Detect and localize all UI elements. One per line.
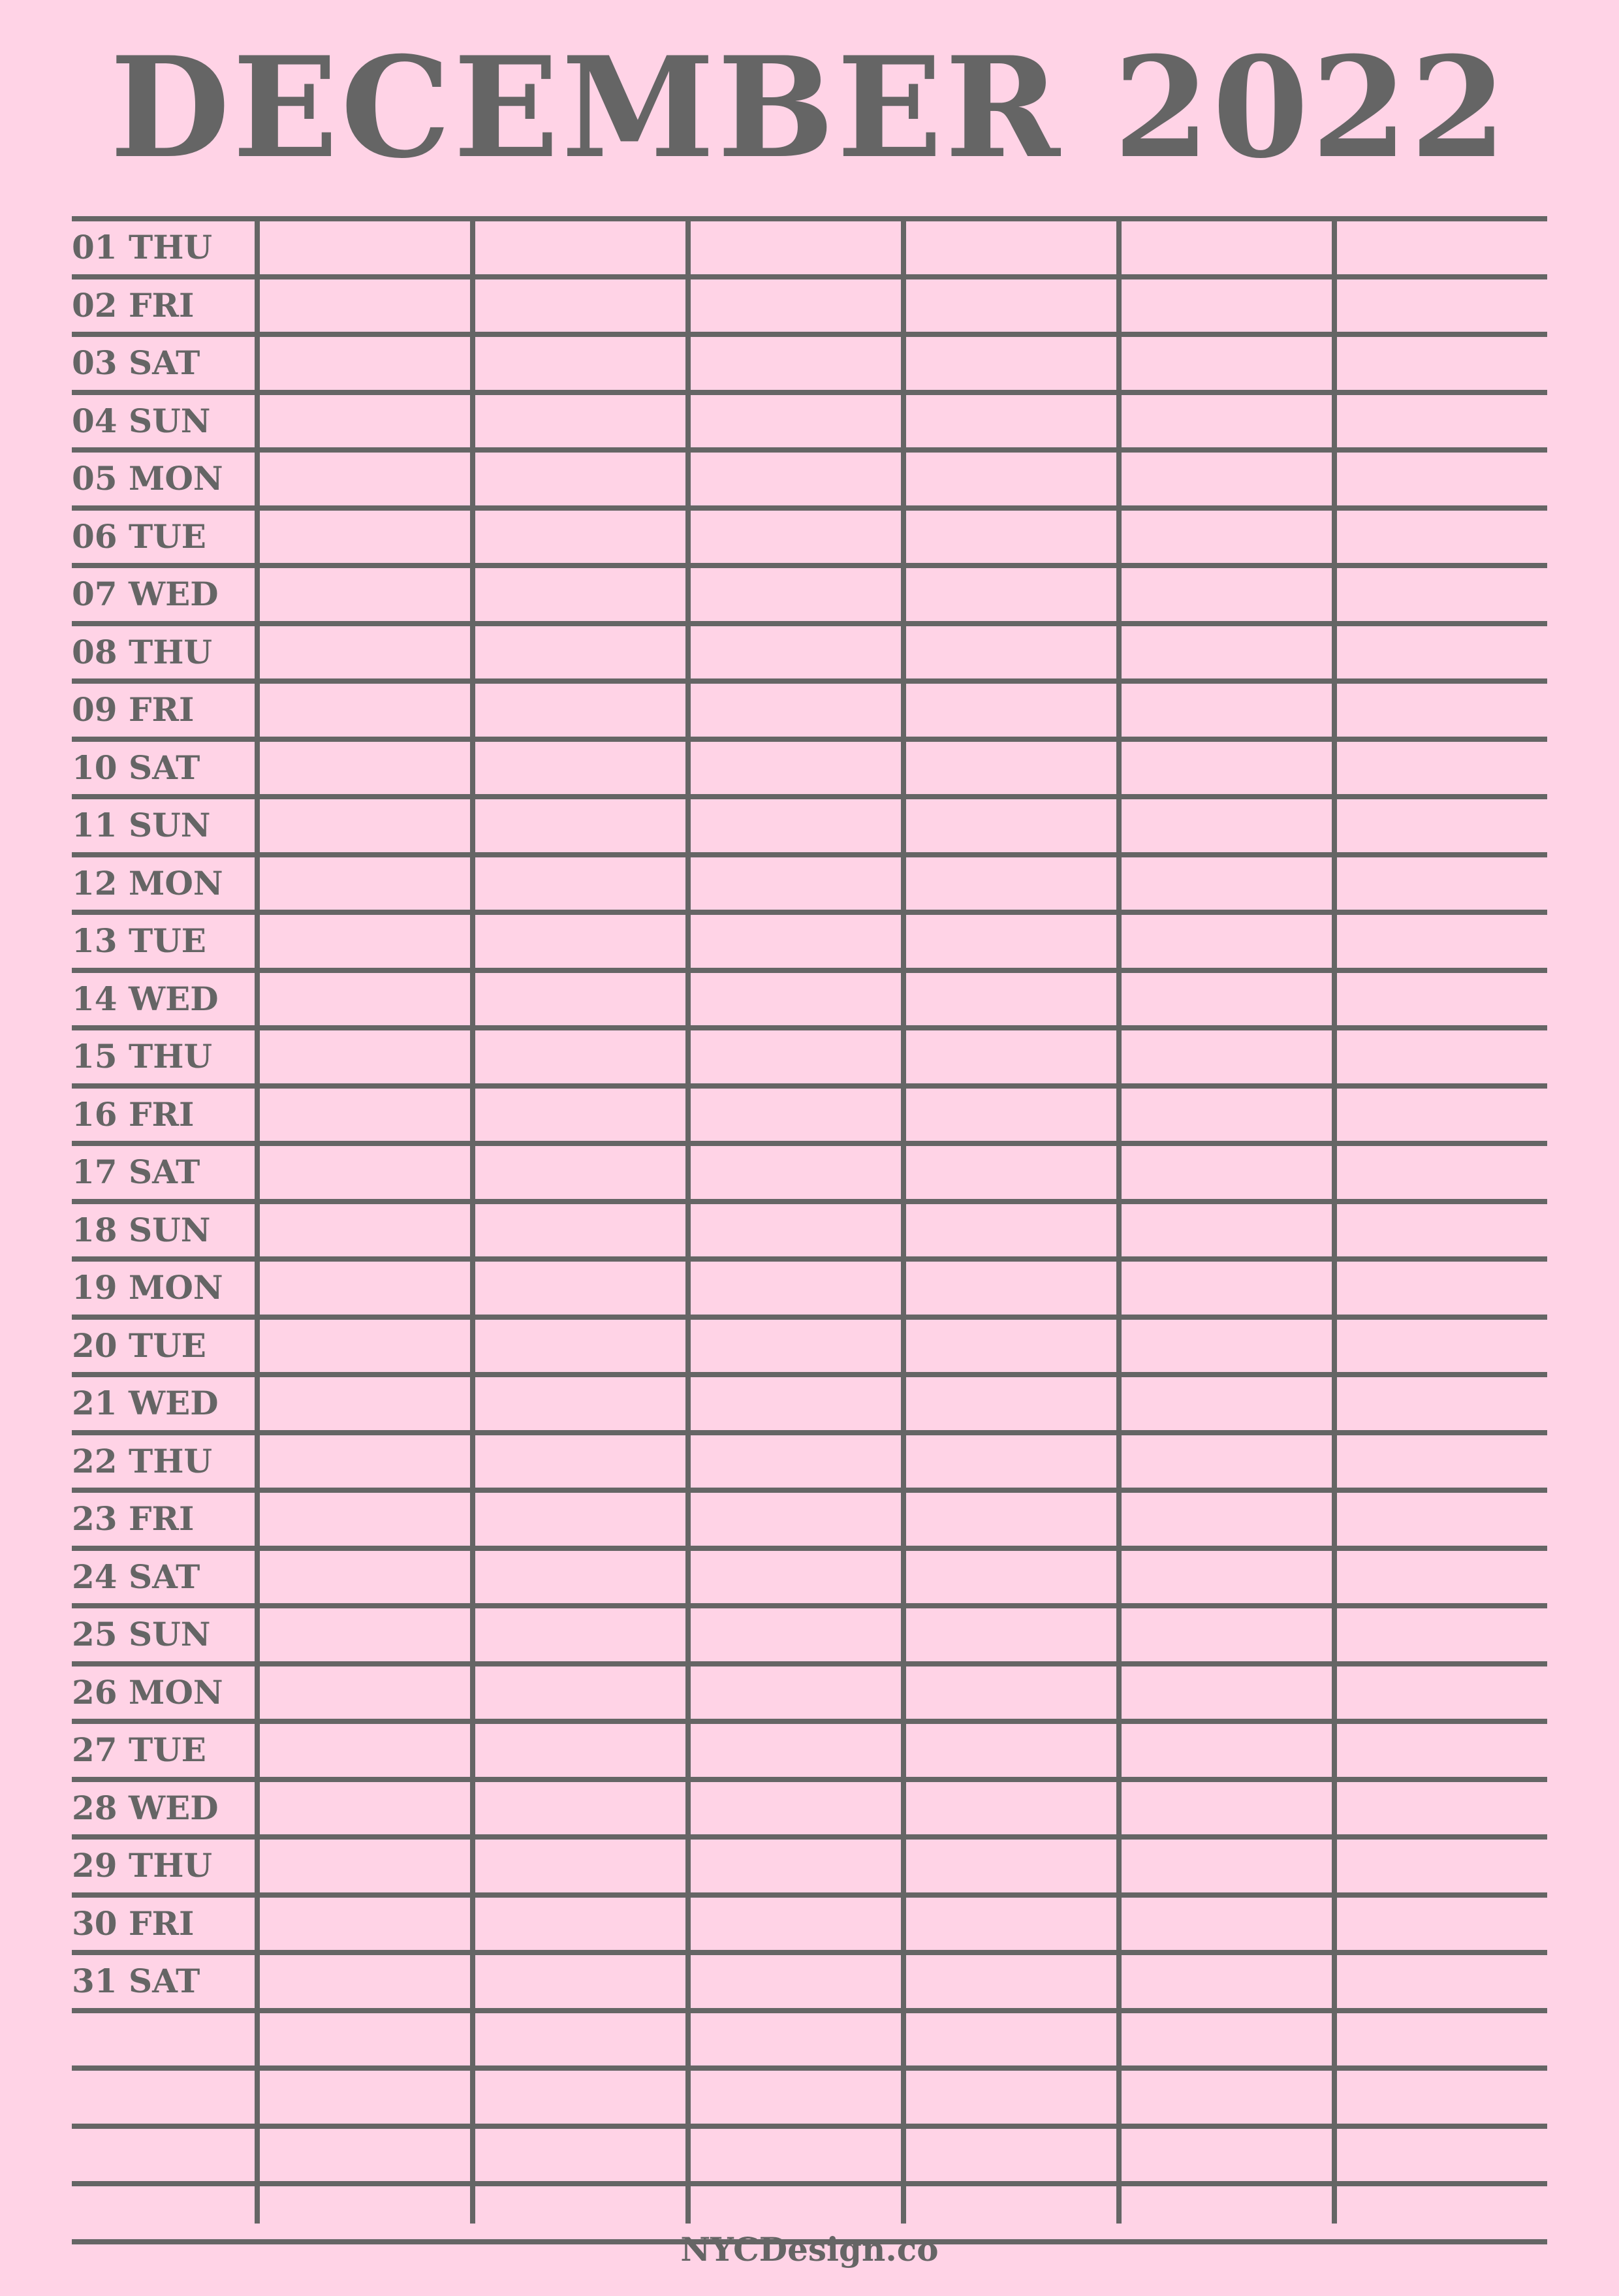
row-divider: [72, 1661, 1547, 1666]
day-label: 14 WED: [72, 980, 219, 1018]
row-divider: [72, 390, 1547, 395]
row-divider: [72, 968, 1547, 973]
day-label: 23 FRI: [72, 1499, 195, 1538]
row-divider: [72, 2065, 1547, 2071]
day-label: 06 TUE: [72, 517, 206, 556]
day-label: 31 SAT: [72, 1962, 200, 2000]
day-label: 19 MON: [72, 1268, 223, 1307]
row-divider: [72, 1834, 1547, 1840]
column-divider: [1332, 219, 1337, 2224]
footer-credit: NYCDesign.co: [680, 2230, 939, 2269]
day-label: 07 WED: [72, 575, 219, 613]
row-divider: [72, 332, 1547, 337]
day-label: 13 TUE: [72, 921, 206, 960]
day-label: 04 SUN: [72, 402, 211, 440]
row-divider: [72, 563, 1547, 568]
row-divider: [72, 678, 1547, 684]
day-label: 05 MON: [72, 459, 223, 498]
row-divider: [72, 1719, 1547, 1724]
row-divider: [72, 1199, 1547, 1204]
day-label: 22 THU: [72, 1442, 213, 1480]
row-divider: [72, 1546, 1547, 1551]
row-divider: [72, 1603, 1547, 1608]
row-divider: [72, 1372, 1547, 1377]
row-divider: [72, 274, 1547, 279]
row-divider: [72, 852, 1547, 857]
day-label: 29 THU: [72, 1846, 213, 1885]
row-divider: [72, 1256, 1547, 1262]
day-label: 26 MON: [72, 1673, 223, 1712]
row-divider: [72, 1892, 1547, 1898]
day-label: 20 TUE: [72, 1326, 206, 1365]
row-divider: [72, 621, 1547, 626]
row-divider: [72, 505, 1547, 511]
row-divider: [72, 1025, 1547, 1030]
day-label: 15 THU: [72, 1037, 213, 1076]
day-label: 03 SAT: [72, 343, 200, 382]
row-divider: [72, 1488, 1547, 1493]
row-divider: [72, 737, 1547, 742]
day-label: 18 SUN: [72, 1211, 211, 1249]
row-divider: [72, 2124, 1547, 2129]
row-divider: [72, 794, 1547, 799]
day-label: 28 WED: [72, 1789, 219, 1827]
row-divider: [72, 1141, 1547, 1146]
day-label: 08 THU: [72, 633, 213, 671]
day-label: 21 WED: [72, 1384, 219, 1422]
row-divider: [72, 1430, 1547, 1435]
row-divider: [72, 2008, 1547, 2013]
day-label: 24 SAT: [72, 1557, 200, 1596]
day-label: 30 FRI: [72, 1904, 195, 1943]
row-divider: [72, 2181, 1547, 2186]
day-label: 25 SUN: [72, 1615, 211, 1653]
column-divider: [1116, 219, 1122, 2224]
column-divider: [470, 219, 475, 2224]
column-divider: [255, 219, 260, 2224]
day-label: 01 THU: [72, 228, 213, 266]
day-label: 27 TUE: [72, 1730, 206, 1769]
row-divider: [72, 910, 1547, 915]
row-divider: [72, 216, 1547, 221]
day-label: 10 SAT: [72, 748, 200, 787]
day-label: 17 SAT: [72, 1153, 200, 1191]
row-divider: [72, 1777, 1547, 1782]
column-divider: [901, 219, 906, 2224]
day-label: 11 SUN: [72, 806, 211, 844]
day-label: 16 FRI: [72, 1095, 195, 1134]
column-divider: [685, 219, 691, 2224]
calendar-title: DECEMBER 2022: [110, 26, 1509, 189]
day-label: 12 MON: [72, 864, 223, 902]
row-divider: [72, 1083, 1547, 1089]
day-label: 02 FRI: [72, 286, 195, 325]
day-label: 09 FRI: [72, 690, 195, 729]
row-divider: [72, 1950, 1547, 1955]
row-divider: [72, 447, 1547, 453]
row-divider: [72, 1315, 1547, 1320]
